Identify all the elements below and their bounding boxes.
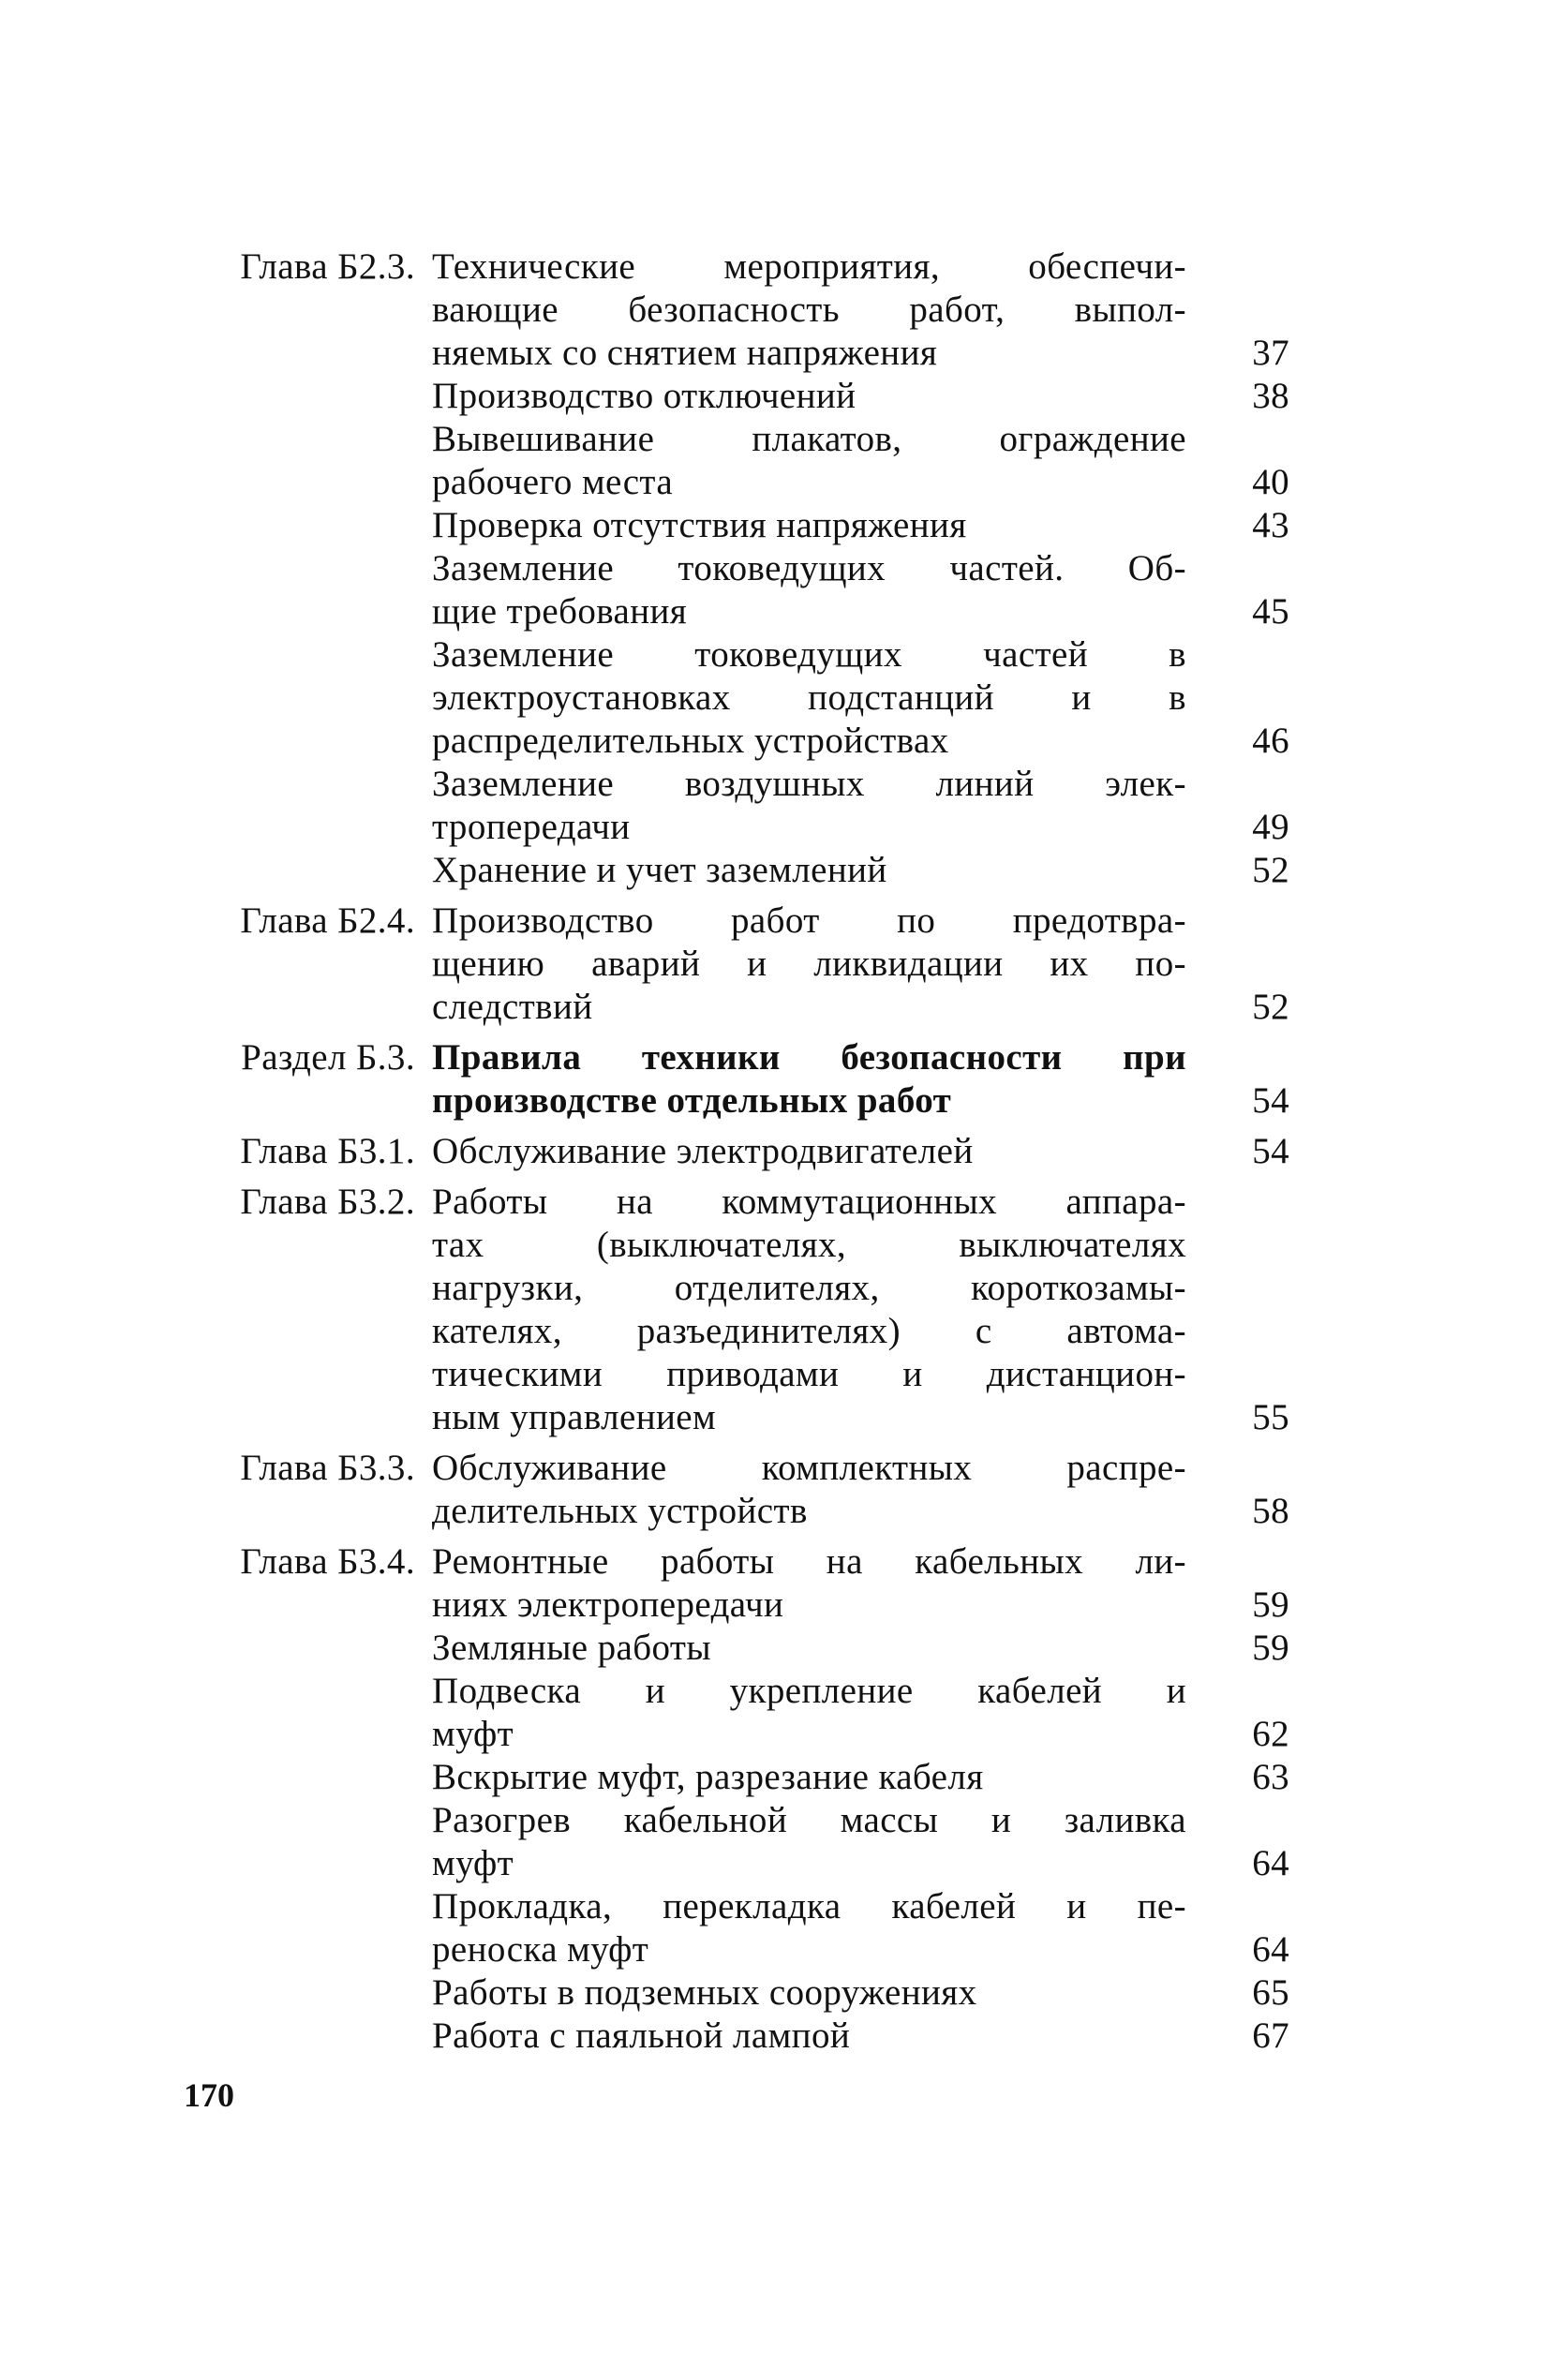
toc-entry-label: [184, 375, 432, 418]
toc-entry-title-line: Вывешивание плакатов, ограждение: [432, 419, 1186, 459]
toc-entry: [184, 900, 1289, 1029]
toc-entry-page: 43: [1252, 505, 1289, 545]
toc-entry-title-line: следствий: [432, 987, 593, 1027]
toc-entry-title: [432, 633, 1186, 763]
toc-entry-title-line: рабочего места: [432, 462, 674, 502]
toc-entry: [184, 763, 1289, 849]
toc-entry-page: 58: [1252, 1491, 1289, 1531]
toc-entry: [184, 1971, 1289, 2015]
toc-entry: [184, 849, 1289, 892]
toc-entry-page: 65: [1252, 1972, 1289, 2013]
toc-entry-title-line: щие требования: [432, 591, 688, 632]
toc-entry-title-line: Земляные работы: [432, 1628, 711, 1668]
toc-entry-page: 64: [1252, 1843, 1289, 1883]
toc-entry: [184, 1130, 1289, 1173]
toc-entry: [184, 1181, 1289, 1439]
toc-entry-label: [184, 1756, 432, 1799]
toc-entry-page: 62: [1252, 1714, 1289, 1754]
toc-entry-label: Глава Б3.3.: [240, 1448, 415, 1488]
toc-entry-title-line: электроустановках подстанций и в: [432, 677, 1186, 718]
toc-entry-label: [184, 849, 432, 892]
toc-entry-title-line: Технические мероприятия, обеспечи-: [432, 246, 1186, 287]
toc-entry: [184, 1670, 1289, 1756]
toc-entry: [184, 1756, 1289, 1799]
toc-entry-page: 40: [1252, 462, 1289, 502]
toc-entry: [184, 1799, 1289, 1885]
toc-entry-title-line: Работа с паяльной лампой: [432, 2016, 851, 2056]
toc-entry: [184, 1540, 1289, 1627]
toc-entry: [184, 547, 1289, 633]
toc-entry-title-line: тическими приводами и дистанцион-: [432, 1354, 1186, 1394]
toc-entry-title: [432, 763, 1186, 849]
toc-entry-title: [432, 1036, 1186, 1123]
toc-entry-title: [432, 245, 1186, 375]
toc-entry-title-line: щению аварий и ликвидации их по-: [432, 944, 1186, 984]
toc-entry-page: 55: [1252, 1397, 1289, 1437]
toc-entry-title-line: Хранение и учет заземлений: [432, 850, 887, 890]
toc-entry-title-line: Работы в подземных сооружениях: [432, 1972, 977, 2013]
toc-entry-title: [432, 418, 1186, 504]
toc-entry-title-line: Производство работ по предотвра-: [432, 900, 1186, 941]
toc-entry-title-line: Обслуживание комплектных распре-: [432, 1448, 1186, 1488]
toc-entry-title: [432, 1627, 1186, 1670]
toc-entry-title-line: Вскрытие муфт, разрезание кабеля: [432, 1757, 984, 1797]
toc-entry: [184, 375, 1289, 418]
toc-entry-title: [432, 1181, 1186, 1439]
toc-entry-title: [432, 849, 1186, 892]
toc-entry-title: [432, 1447, 1186, 1533]
toc-entry-page: 63: [1252, 1757, 1289, 1797]
toc-entry-page: 46: [1252, 721, 1289, 761]
toc-entry-label: Глава Б3.1.: [240, 1131, 415, 1171]
toc-entry: [184, 2015, 1289, 2058]
toc-entry-title-line: Работы на коммутационных аппара-: [432, 1182, 1186, 1222]
toc-entry-title-line: тропередачи: [432, 807, 631, 847]
toc-entry-label: [184, 418, 432, 504]
toc-entry-label: [184, 763, 432, 849]
toc-entry-title: [432, 1885, 1186, 1971]
toc-entry-label: [184, 547, 432, 633]
toc-entry-page: 59: [1252, 1628, 1289, 1668]
toc-entry-page: 52: [1252, 987, 1289, 1027]
toc-entry-title-line: тах (выключателях, выключателях: [432, 1225, 1186, 1265]
toc-entry-title: [432, 375, 1186, 418]
toc-entry-title-line: няемых со снятием напряжения: [432, 333, 938, 373]
toc-entry-title-line: производстве отдельных работ: [432, 1080, 952, 1121]
toc-entry-title: [432, 547, 1186, 633]
toc-entry-title: [432, 1540, 1186, 1627]
toc-entry-title-line: муфт: [432, 1843, 514, 1883]
toc-entry-title: [432, 1670, 1186, 1756]
toc-entry-page: 38: [1252, 376, 1289, 416]
toc-entry-page: 54: [1252, 1131, 1289, 1171]
toc-entry-title-line: нагрузки, отделителях, короткозамы-: [432, 1268, 1186, 1308]
toc-entry-title-line: Подвеска и укрепление кабелей и: [432, 1671, 1186, 1711]
toc-entry-title-line: вающие безопасность работ, выпол-: [432, 290, 1186, 330]
toc-entry-label: [184, 1627, 432, 1670]
toc-entry: [184, 245, 1289, 375]
toc-entry-page: 67: [1252, 2016, 1289, 2056]
toc-entry-title-line: Ремонтные работы на кабельных ли-: [432, 1541, 1186, 1582]
toc-entry-title-line: Проверка отсутствия напряжения: [432, 505, 967, 545]
toc-entry-title-line: реноска муфт: [432, 1929, 649, 1970]
toc-entry-title: [432, 900, 1186, 1029]
toc-entry-title-line: делительных устройств: [432, 1491, 808, 1531]
toc-entry-title: [432, 1799, 1186, 1885]
toc-entry-page: 54: [1252, 1080, 1289, 1121]
toc-entry-page: 37: [1252, 333, 1289, 373]
toc-entry: [184, 504, 1289, 547]
toc-entry-title: [432, 1971, 1186, 2015]
toc-entry-title-line: кателях, разъединителях) с автома-: [432, 1311, 1186, 1351]
toc-entry-label: [184, 1885, 432, 1971]
toc-entry: [184, 1885, 1289, 1971]
toc-entry-label: Глава Б2.4.: [240, 900, 415, 941]
toc-entry-page: 59: [1252, 1584, 1289, 1625]
toc-entry-title-line: распределительных устройствах: [432, 721, 949, 761]
toc-entry-title-line: Заземление воздушных линий элек-: [432, 764, 1186, 804]
toc-entry-page: 49: [1252, 807, 1289, 847]
toc-entry-title-line: муфт: [432, 1714, 514, 1754]
toc-entry: [184, 418, 1289, 504]
toc-entry-label: Глава Б3.2.: [240, 1182, 415, 1222]
toc-entry-label: Глава Б2.3.: [240, 246, 415, 287]
page-number: 170: [184, 2076, 234, 2114]
toc-entry-title: [432, 1756, 1186, 1799]
toc-entry-title: [432, 1130, 1186, 1173]
toc-entry-label: [184, 1670, 432, 1756]
toc-entry-label: [184, 1799, 432, 1885]
toc-entry: [184, 1627, 1289, 1670]
toc-entry-label: [184, 2015, 432, 2058]
table-of-contents: [184, 245, 1289, 2058]
toc-entry-page: 52: [1252, 850, 1289, 890]
toc-entry-page: 45: [1252, 591, 1289, 632]
toc-entry-title-line: ным управлением: [432, 1397, 717, 1437]
toc-entry-title-line: Производство отключений: [432, 376, 856, 416]
toc-entry-title-line: Правила техники безопасности при: [432, 1037, 1186, 1078]
toc-entry-label: [184, 504, 432, 547]
toc-entry-title: [432, 504, 1186, 547]
toc-entry-label: Раздел Б.3.: [241, 1037, 415, 1078]
toc-entry-title-line: Разогрев кабельной массы и заливка: [432, 1800, 1186, 1840]
toc-entry: [184, 1036, 1289, 1123]
toc-entry-page: 64: [1252, 1929, 1289, 1970]
toc-entry-label: [184, 633, 432, 763]
toc-entry-title-line: Заземление токоведущих частей в: [432, 634, 1186, 675]
toc-entry-label: [184, 1971, 432, 2015]
toc-entry: [184, 1447, 1289, 1533]
toc-entry-title-line: Прокладка, перекладка кабелей и пе-: [432, 1886, 1186, 1926]
toc-entry-title-line: Заземление токоведущих частей. Об-: [432, 548, 1186, 588]
toc-entry-label: Глава Б3.4.: [240, 1541, 415, 1582]
toc-entry-title-line: ниях электропередачи: [432, 1584, 784, 1625]
toc-entry: [184, 633, 1289, 763]
toc-entry-title: [432, 2015, 1186, 2058]
toc-entry-title-line: Обслуживание электродвигателей: [432, 1131, 974, 1171]
